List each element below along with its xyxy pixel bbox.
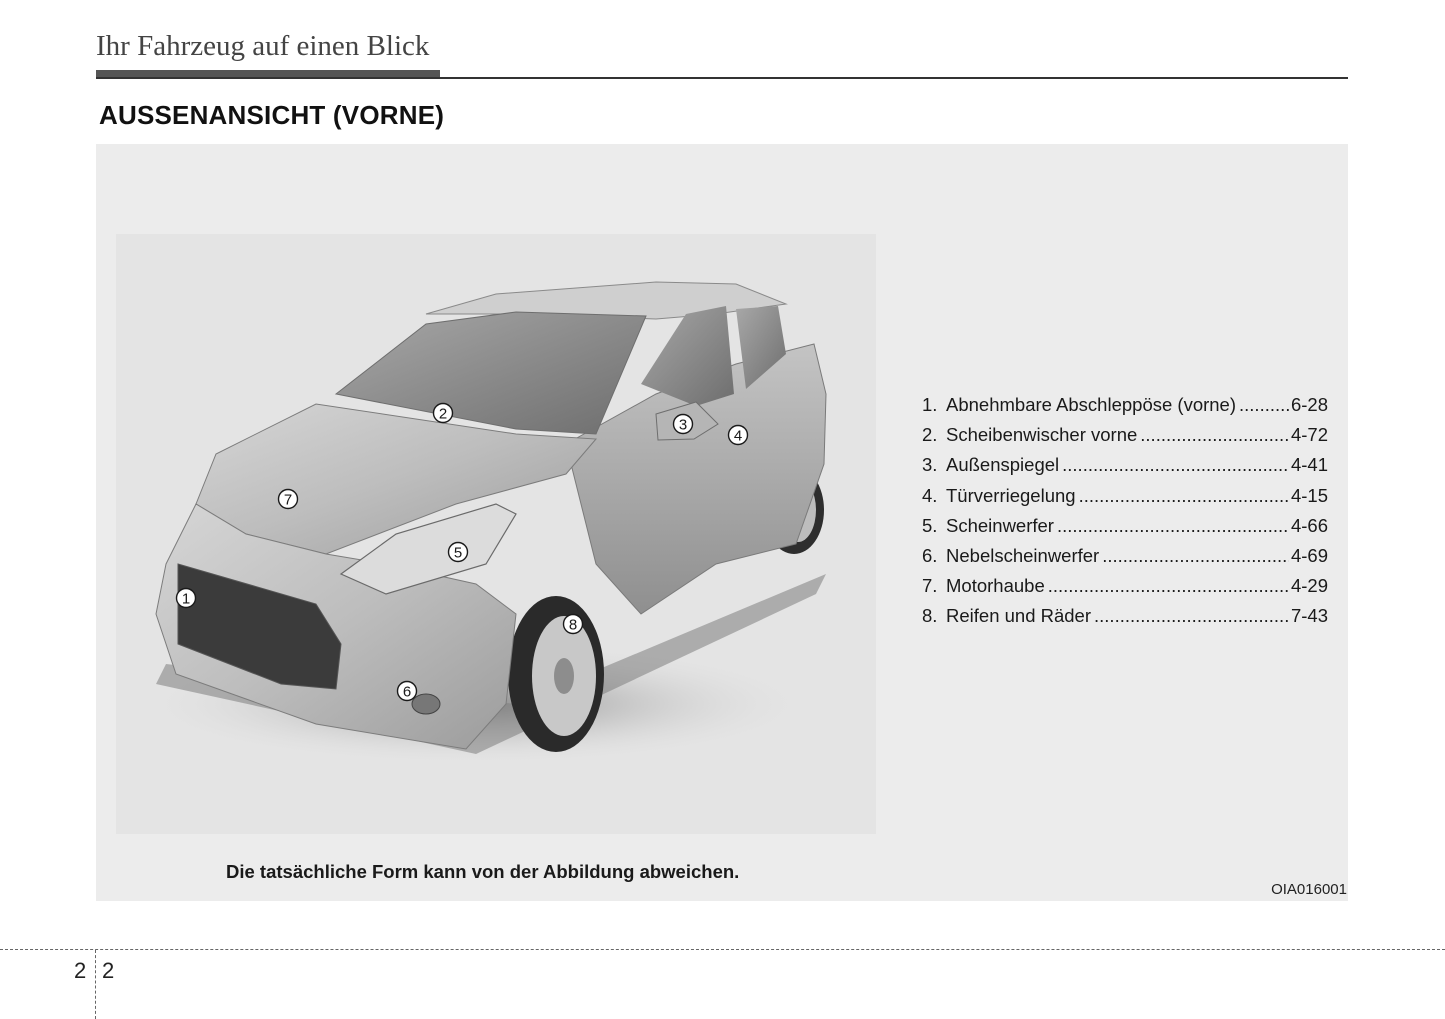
- legend-item: 5. Scheinwerfer ..... 4-66: [922, 515, 1328, 545]
- svg-text:8: 8: [568, 616, 578, 634]
- callout-8: [564, 615, 583, 634]
- callout-2: [434, 404, 453, 423]
- page-chapter-number: 2: [74, 958, 87, 983]
- svg-text:3: 3: [678, 416, 688, 434]
- section-title: AUSSENANSICHT (VORNE): [99, 100, 445, 130]
- callout-4: [729, 426, 748, 445]
- svg-text:6: 6: [402, 683, 412, 701]
- legend-item: 6. Nebelscheinwerfer ..... 4-69: [922, 545, 1328, 575]
- page-header-title: Ihr Fahrzeug auf einen Blick: [96, 30, 430, 62]
- callout-5: [449, 543, 468, 562]
- svg-text:1: 1: [181, 590, 191, 608]
- fog-light: [412, 694, 440, 714]
- callout-6: [398, 682, 417, 701]
- parts-legend: [922, 394, 1328, 636]
- svg-text:2: 2: [438, 405, 448, 423]
- legend-item: 7. Motorhaube ..... 4-29: [922, 575, 1328, 605]
- legend-item: 3. Außenspiegel ..... 4-41: [922, 454, 1328, 484]
- footer-divider: [0, 949, 1445, 950]
- svg-text:7: 7: [283, 491, 293, 509]
- illustration-panel: [96, 144, 1348, 901]
- legend-item: 1. Abnehmbare Abschleppöse (vorne) ..... 6-28: [922, 394, 1328, 424]
- illustration-disclaimer: Die tatsächliche Form kann von der Abbildung abweichen.: [226, 861, 740, 882]
- legend-item: 8. Reifen und Räder ..... 7-43: [922, 605, 1328, 635]
- page-number: 2: [102, 958, 115, 983]
- callout-7: [279, 490, 298, 509]
- legend-item: 4. Türverriegelung ..... 4-15: [922, 485, 1328, 515]
- callout-3: [674, 415, 693, 434]
- callout-1: [177, 589, 196, 608]
- image-code: OIA016001: [1271, 881, 1347, 898]
- svg-text:5: 5: [453, 544, 463, 562]
- legend-item: 2. Scheibenwischer vorne ..... 4-72: [922, 424, 1328, 454]
- svg-text:4: 4: [733, 427, 743, 445]
- header-rule: [96, 77, 1348, 79]
- footer-vertical-divider: [95, 950, 96, 1019]
